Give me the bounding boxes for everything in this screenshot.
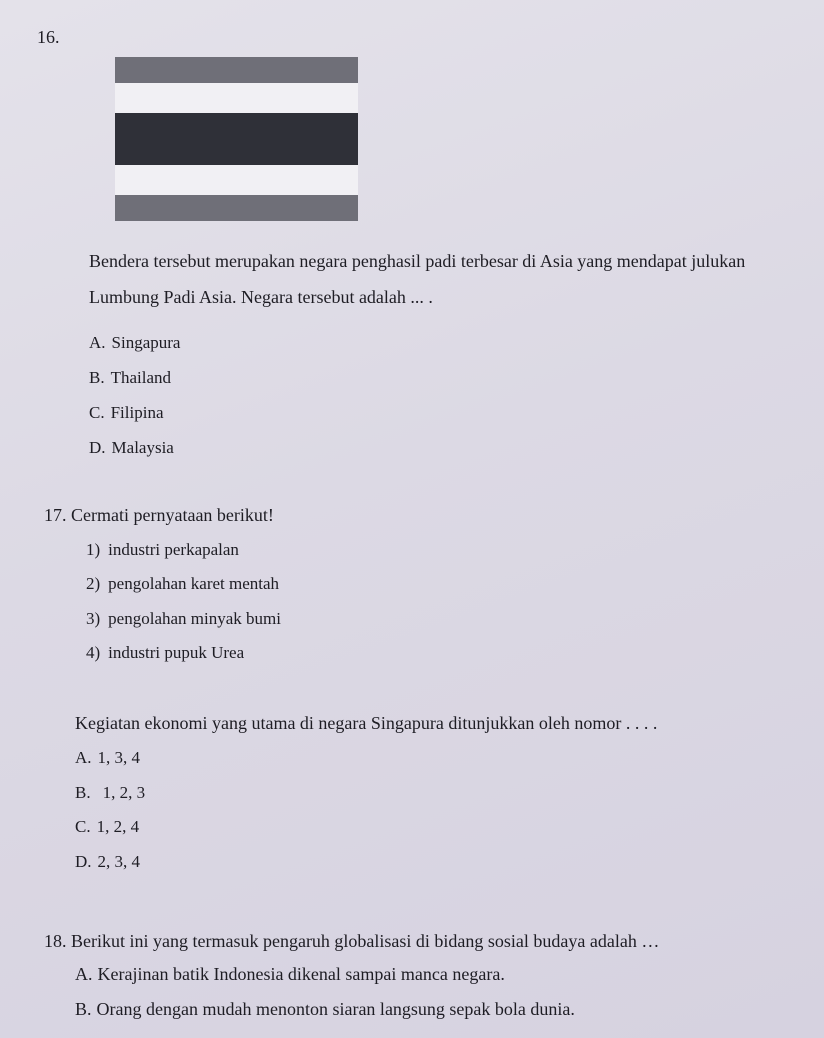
option-letter: C. bbox=[89, 403, 105, 422]
flag-stripe-upper-white bbox=[115, 83, 358, 113]
question-18-title: 18. Berikut ini yang termasuk pengaruh globalisasi di bidang sosial budaya adalah … bbox=[44, 931, 660, 951]
option-text: Singapura bbox=[111, 333, 181, 352]
q16-option-a[interactable] bbox=[89, 332, 180, 354]
statement-number: 1) bbox=[86, 540, 101, 559]
flag-stripe-center bbox=[115, 113, 358, 165]
option-text: 2, 3, 4 bbox=[97, 852, 141, 871]
statement-text: industri pupuk Urea bbox=[108, 643, 245, 662]
statement-number: 2) bbox=[86, 574, 101, 593]
q17-option-c[interactable] bbox=[75, 816, 139, 838]
option-text: 1, 3, 4 bbox=[97, 748, 141, 767]
q17-statement-1 bbox=[86, 539, 239, 561]
statement-number: 3) bbox=[86, 609, 101, 628]
option-text: 1, 2, 4 bbox=[96, 817, 140, 836]
flag-stripe-lower-white bbox=[115, 165, 358, 195]
option-letter: B. bbox=[75, 999, 92, 1019]
q17-statement-2 bbox=[86, 573, 279, 595]
question-16-number: 16. bbox=[37, 27, 60, 47]
q18-option-b[interactable] bbox=[75, 998, 575, 1020]
question-17-title: 17. Cermati pernyataan berikut! bbox=[44, 505, 274, 525]
option-letter: B. bbox=[89, 368, 105, 387]
option-text: Malaysia bbox=[111, 438, 174, 457]
q17-statement-3 bbox=[86, 608, 281, 630]
option-text: Filipina bbox=[110, 403, 164, 422]
question-17-question: Kegiatan ekonomi yang utama di negara Singapura ditunjukkan oleh nomor . . . . bbox=[75, 713, 658, 733]
statement-number: 4) bbox=[86, 643, 101, 662]
option-text: 1, 2, 3 bbox=[102, 783, 146, 802]
q17-option-b[interactable] bbox=[75, 782, 145, 804]
option-letter: A. bbox=[75, 964, 93, 984]
flag-stripe-bottom bbox=[115, 195, 358, 221]
question-16-text-line2: Lumbung Padi Asia. Negara tersebut adalah ... . bbox=[89, 287, 433, 307]
q16-option-d[interactable] bbox=[89, 437, 174, 459]
option-text: Orang dengan mudah menonton siaran langsung sepak bola dunia. bbox=[96, 999, 575, 1019]
q18-option-a[interactable] bbox=[75, 963, 505, 985]
q17-statement-4 bbox=[86, 642, 244, 664]
option-letter: D. bbox=[89, 438, 106, 457]
statement-text: industri perkapalan bbox=[108, 540, 239, 559]
option-text: Thailand bbox=[110, 368, 172, 387]
q16-option-c[interactable] bbox=[89, 402, 164, 424]
statement-text: pengolahan minyak bumi bbox=[108, 609, 281, 628]
flag-stripe-top bbox=[115, 57, 358, 83]
option-letter: A. bbox=[75, 748, 92, 767]
question-16-text-line1: Bendera tersebut merupakan negara penghasil padi terbesar di Asia yang mendapat julukan bbox=[89, 251, 746, 271]
q17-option-d[interactable] bbox=[75, 851, 140, 873]
q17-option-a[interactable] bbox=[75, 747, 140, 769]
option-letter: C. bbox=[75, 817, 91, 836]
option-letter: A. bbox=[89, 333, 106, 352]
thailand-flag-image bbox=[115, 57, 358, 221]
option-letter: B. bbox=[75, 783, 91, 802]
statement-text: pengolahan karet mentah bbox=[108, 574, 280, 593]
option-text: Kerajinan batik Indonesia dikenal sampai manca negara. bbox=[97, 964, 505, 984]
option-letter: D. bbox=[75, 852, 92, 871]
q16-option-b[interactable] bbox=[89, 367, 171, 389]
